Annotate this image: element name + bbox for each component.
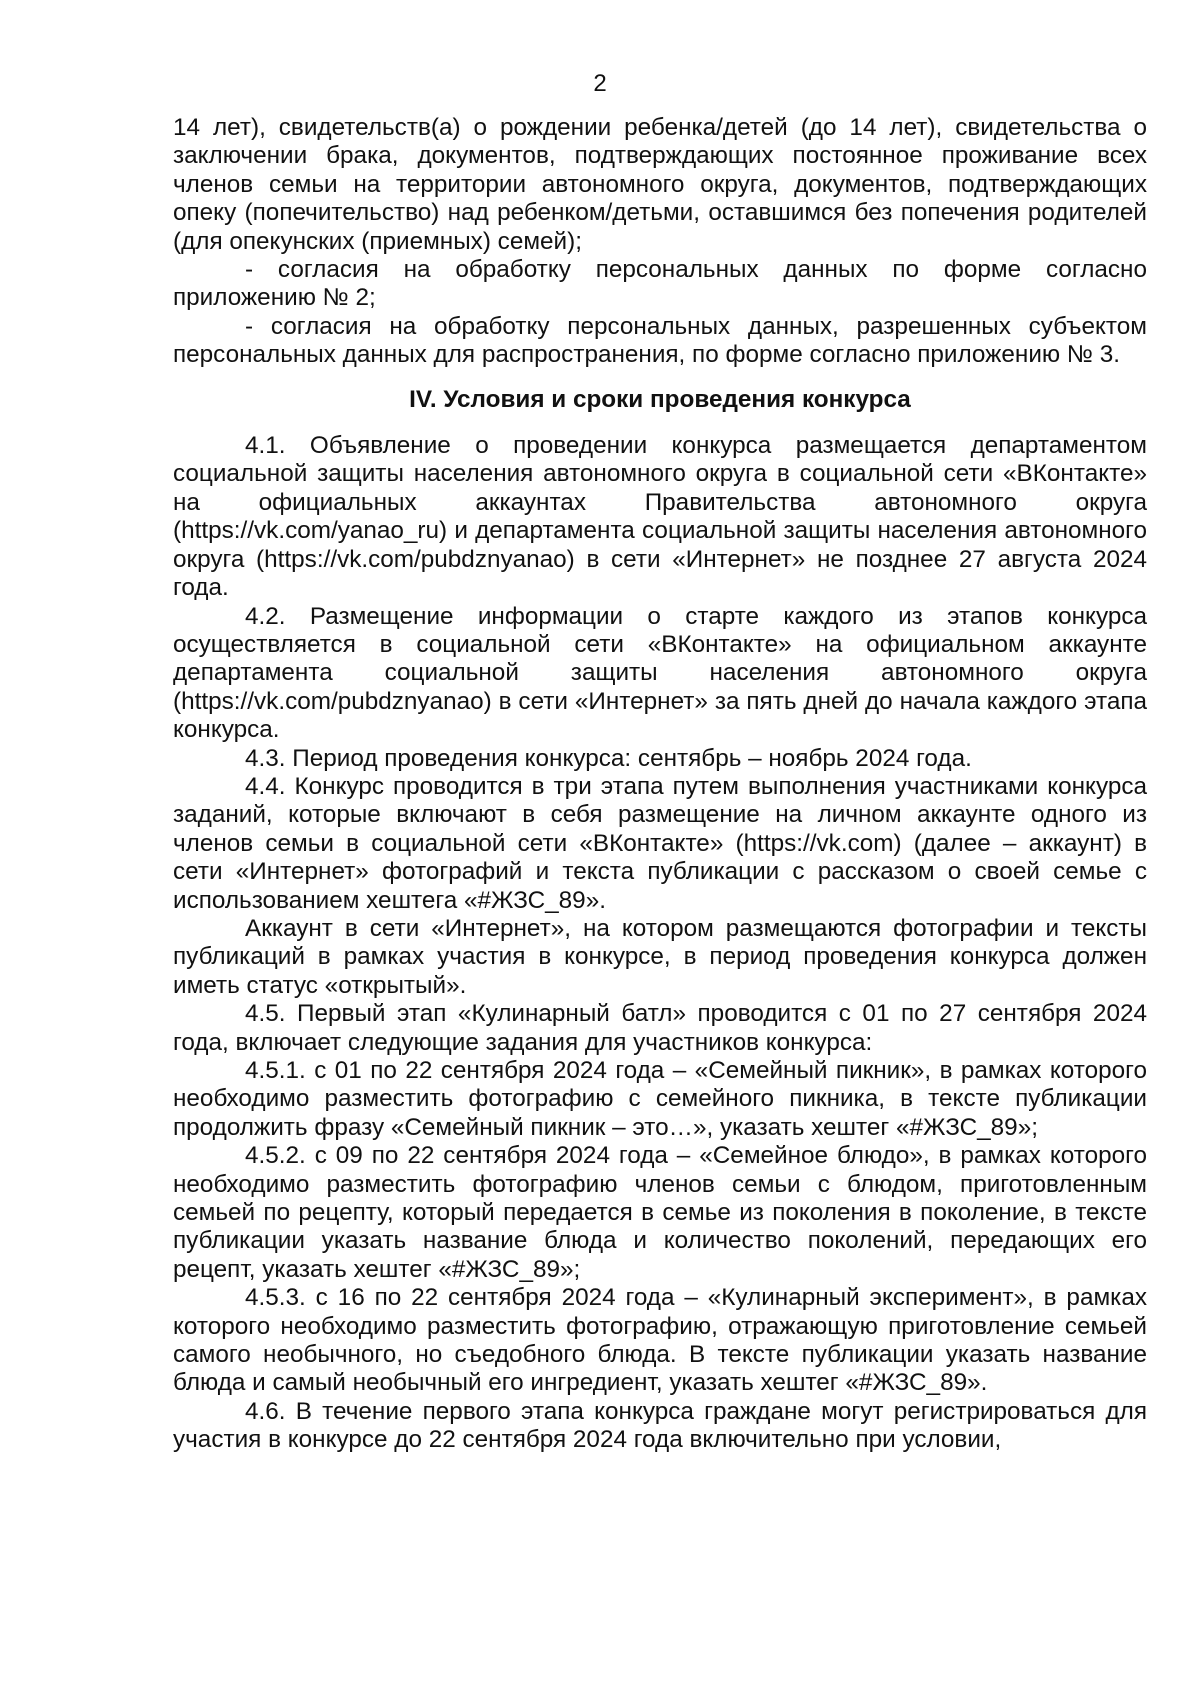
page-number: 2 [593, 70, 607, 97]
paragraph-4-2: 4.2. Размещение информации о старте каждого из этапов конкурса осуществляется в социальной сети «ВКонтакте» на официальном аккаунте департамента социальной защиты населения автономного округа (https://vk.com/pubdznyanao) в сети «Интернет» за пять дней до начала каждого этапа конкурса. [173, 602, 1147, 744]
paragraph-4-5-2: 4.5.2. с 09 по 22 сентября 2024 года – «Семейное блюдо», в рамках которого необходимо разместить фотографию членов семьи с блюдом, приготовленным семьей по рецепту, который передается в семье из поколения в поколение, в тексте публикации указать название блюда и количество поколений, передающих его рецепт, указать хештег «#ЖЗС_89»; [173, 1142, 1147, 1283]
paragraph-4-4: 4.4. Конкурс проводится в три этапа путем выполнения участниками конкурса заданий, которые включают в себя размещение на личном аккаунте одного из членов семьи в социальной сети «ВКонтакте» (https://vk.com) (далее – аккаунт) в сети «Интернет» фотографий и текста публикации с рассказом о своей семье с использованием хештега «#ЖЗС_89». [173, 772, 1147, 914]
section-heading: IV. Условия и сроки проведения конкурса [409, 385, 911, 413]
paragraph-consent-personal-data: - согласия на обработку персональных данных по форме согласно приложению № 2; [173, 256, 1147, 312]
paragraph-documents-list: 14 лет), свидетельств(а) о рождении ребенка/детей (до 14 лет), свидетельства о заключении брака, документов, подтверждающих постоянное проживание всех членов семьи на территории автономного округа, документов, подтверждающих опеку (попечительство) над ребенком/детьми, оставшимся без попечения родителей (для опекунских (приемных) семей); [173, 114, 1147, 255]
paragraph-account-status: Аккаунт в сети «Интернет», на котором размещаются фотографии и тексты публикаций в рамках участия в конкурсе, в период проведения конкурса должен иметь статус «открытый». [173, 914, 1147, 999]
paragraph-consent-distribution: - согласия на обработку персональных данных, разрешенных субъектом персональных данных для распространения, по форме согласно приложению № 3. [173, 312, 1147, 369]
paragraph-4-1: 4.1. Объявление о проведении конкурса размещается департаментом социальной защиты населения автономного округа в социальной сети «ВКонтакте» на официальных аккаунтах Правительства автономного округа (https://vk.com/yanao_ru) и департамента социальной защиты населения автономного округа (https://vk.com/pubdznyanao) в сети «Интернет» не позднее 27 августа 2024 года. [173, 432, 1147, 602]
paragraph-4-6: 4.6. В течение первого этапа конкурса граждане могут регистрироваться для участия в конкурсе до 22 сентября 2024 года включительно при условии, [173, 1397, 1147, 1454]
paragraph-4-5: 4.5. Первый этап «Кулинарный батл» проводится с 01 по 27 сентября 2024 года, включает следующие задания для участников конкурса: [173, 1000, 1147, 1056]
paragraph-4-3: 4.3. Период проведения конкурса: сентябрь – ноябрь 2024 года. [245, 744, 972, 772]
paragraph-4-5-1: 4.5.1. с 01 по 22 сентября 2024 года – «Семейный пикник», в рамках которого необходимо разместить фотографию с семейного пикника, в тексте публикации продолжить фразу «Семейный пикник – это…», указать хештег «#ЖЗС_89»; [173, 1057, 1147, 1141]
paragraph-4-5-3: 4.5.3. с 16 по 22 сентября 2024 года – «Кулинарный эксперимент», в рамках которого необходимо разместить фотографию, отражающую приготовление семьей самого необычного, но съедобного блюда. В тексте публикации указать название блюда и самый необычный его ингредиент, указать хештег «#ЖЗС_89». [173, 1284, 1147, 1397]
document-body [173, 114, 1147, 1455]
